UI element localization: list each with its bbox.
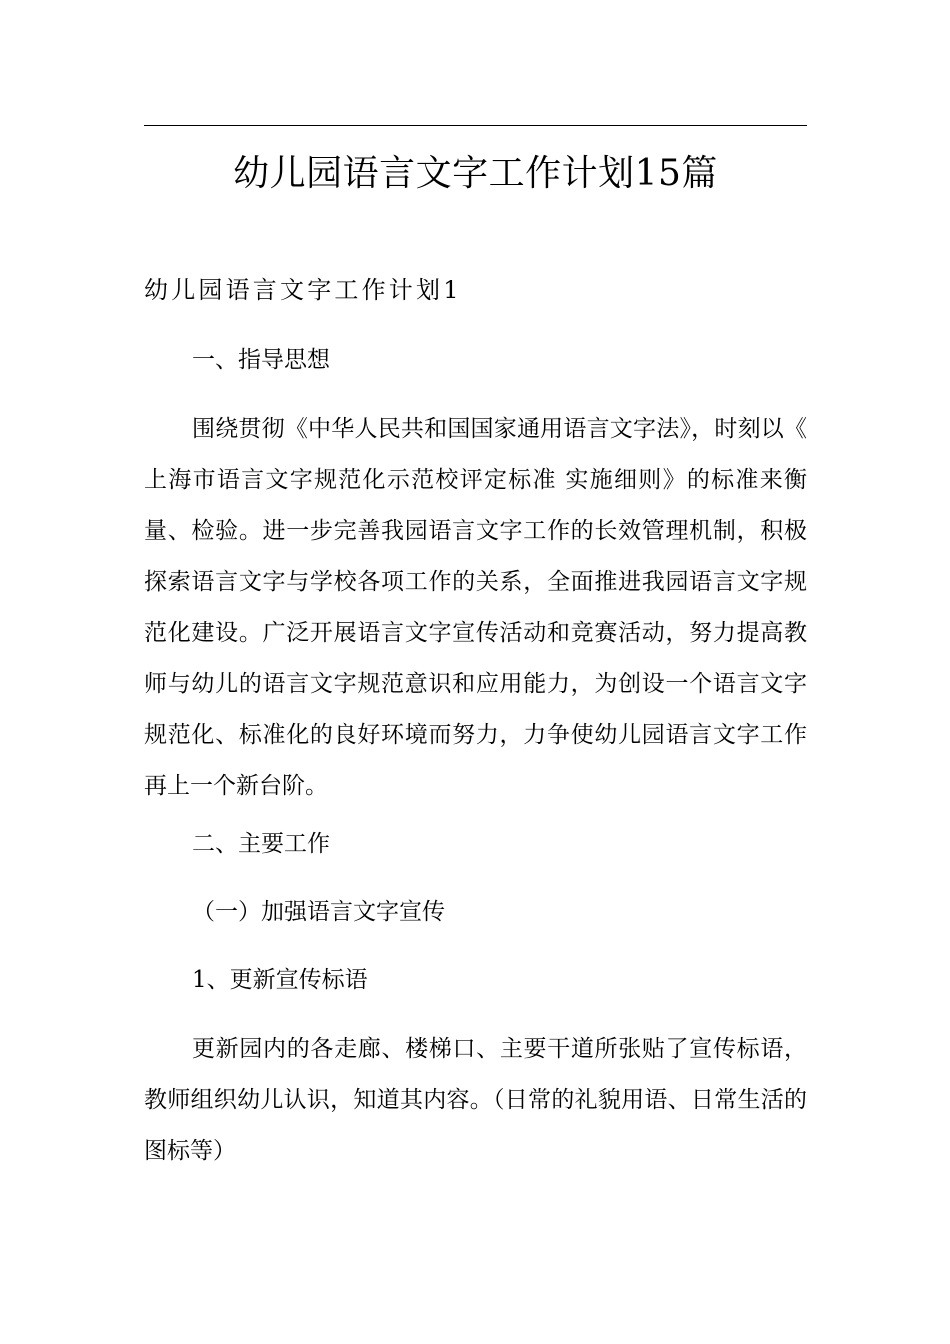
subheading-publicity: （一）加强语言文字宣传 bbox=[192, 899, 445, 925]
paragraph-update-slogans: 更新园内的各走廊、楼梯口、主要干道所张贴了宣传标语，教师组织幼儿认识，知道其内容。（日常的礼貌用语、日常生活的图标等） bbox=[144, 1036, 807, 1164]
document-title: 幼儿园语言文字工作计划15篇 bbox=[233, 153, 718, 194]
heading-guiding-ideology: 一、指导思想 bbox=[192, 347, 330, 373]
paragraph-guiding-ideology: 围绕贯彻《中华人民共和国国家通用语言文字法》，时刻以《 上海市语言文字规范化示范校评定标准 实施细则》的标准来衡量、检验。进一步完善我园语言文字工作的长效管理机制，积极探索语言文字与学校各项工作的关系，全面推进我园语言文字规范化建设。广泛开展语言文字宣传活动和竞赛活动，努力提高教师与幼儿的语言文字规范意识和应用能力，为创设一个语言文字规范化、标准化的良好环境而努力，力争使幼儿园语言文字工作再上一个新台阶。 bbox=[144, 416, 807, 799]
header-rule bbox=[144, 125, 807, 126]
section-title: 幼儿园语言文字工作计划1 bbox=[144, 276, 462, 304]
item-update-slogans: 1、更新宣传标语 bbox=[192, 967, 368, 993]
heading-main-work: 二、主要工作 bbox=[192, 831, 330, 857]
